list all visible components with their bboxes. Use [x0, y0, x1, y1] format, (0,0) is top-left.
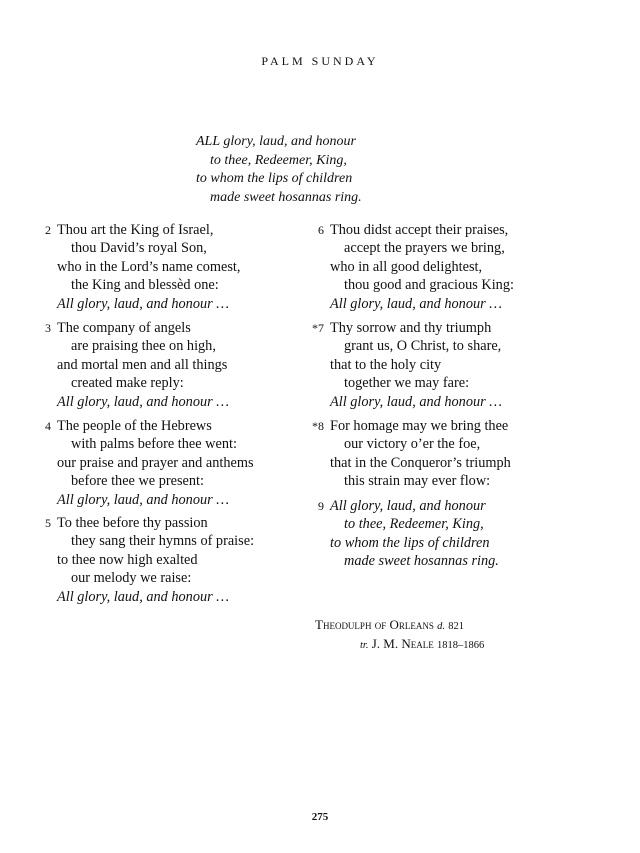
chorus-cue: All glory, laud, and honour …	[57, 491, 229, 508]
verse-number: *8	[312, 419, 324, 433]
verse-line: the King and blessèd one:	[71, 277, 219, 294]
page-title: PALM SUNDAY	[261, 54, 379, 68]
verse-line: they sang their hymns of praise:	[71, 533, 255, 550]
verse-line: The people of the Hebrews	[57, 418, 212, 434]
verse-line: thou good and gracious King:	[344, 277, 514, 294]
translator-prefix: tr.	[360, 640, 369, 651]
verse-line: grant us, O Christ, to share,	[344, 338, 502, 355]
verse-number: *7	[312, 321, 324, 335]
verse-line: before thee we present:	[71, 473, 204, 490]
author-died-label: d.	[437, 621, 445, 632]
verse-4	[45, 417, 254, 509]
verse-line: to thee, Redeemer, King,	[344, 516, 484, 533]
verse-line: our praise and prayer and anthems	[57, 454, 254, 471]
verse-line: are praising thee on high,	[71, 338, 216, 355]
verse-7	[312, 319, 502, 411]
verse-line: The company of angels	[57, 320, 191, 336]
verse-number: 3	[45, 321, 51, 335]
verse-line: Thou didst accept their praises,	[330, 222, 509, 238]
verse-5	[45, 514, 255, 606]
verse-line: with palms before thee went:	[71, 436, 237, 453]
author-line	[315, 616, 484, 635]
refrain-line: made sweet hosannas ring.	[210, 189, 362, 205]
verse-2	[45, 221, 241, 313]
verse-line: created make reply:	[71, 375, 184, 392]
verse-line: To thee before thy passion	[57, 515, 208, 531]
chorus-cue: All glory, laud, and honour …	[330, 295, 502, 312]
verse-line: who in all good delightest,	[330, 258, 483, 275]
translator-line	[315, 635, 484, 654]
author-name: Theodulph of Orleans	[315, 617, 434, 632]
attribution	[315, 616, 484, 654]
verse-line: this strain may ever flow:	[344, 473, 491, 490]
verse-line: Thou art the King of Israel,	[57, 222, 214, 238]
verse-line: Thy sorrow and thy triumph	[330, 320, 492, 336]
translator-name: J. M. Neale	[371, 636, 434, 651]
verse-line: thou David’s royal Son,	[71, 240, 207, 257]
verse-line: our victory o’er the foe,	[344, 436, 481, 453]
verse-line: our melody we raise:	[71, 570, 192, 587]
verse-9	[318, 497, 499, 571]
verse-line: made sweet hosannas ring.	[344, 553, 499, 570]
verse-line: who in the Lord’s name comest,	[57, 258, 241, 275]
chorus-cue: All glory, laud, and honour …	[57, 588, 229, 605]
verse-line: accept the prayers we bring,	[344, 240, 505, 257]
verse-line: to thee now high exalted	[57, 551, 198, 568]
verse-line: together we may fare:	[344, 375, 470, 392]
chorus-cue: All glory, laud, and honour …	[330, 393, 502, 410]
verse-number: 2	[45, 223, 51, 237]
verse-number: 6	[318, 223, 324, 237]
verse-8	[312, 417, 511, 491]
verse-line: All glory, laud, and honour	[330, 498, 486, 514]
chorus-cue: All glory, laud, and honour …	[57, 295, 229, 312]
page-number: 275	[311, 811, 329, 823]
chorus-cue: All glory, laud, and honour …	[57, 393, 229, 410]
verse-line: that in the Conqueror’s triumph	[330, 454, 511, 471]
author-year: 821	[448, 621, 464, 632]
refrain-line: to thee, Redeemer, King,	[210, 152, 347, 168]
verse-number: 5	[45, 516, 51, 530]
verse-number: 4	[45, 419, 51, 433]
refrain-line: ALL glory, laud, and honour	[196, 134, 356, 149]
translator-years: 1818–1866	[436, 640, 485, 651]
verse-6	[318, 221, 514, 313]
refrain-line: to whom the lips of children	[196, 171, 353, 186]
verse-line: For homage may we bring thee	[330, 418, 509, 434]
verse-line: that to the holy city	[330, 356, 442, 373]
verse-3	[45, 319, 229, 411]
verse-line: and mortal men and all things	[57, 356, 228, 373]
refrain	[196, 133, 362, 207]
verse-number: 9	[318, 499, 324, 513]
verse-line: to whom the lips of children	[330, 534, 490, 551]
